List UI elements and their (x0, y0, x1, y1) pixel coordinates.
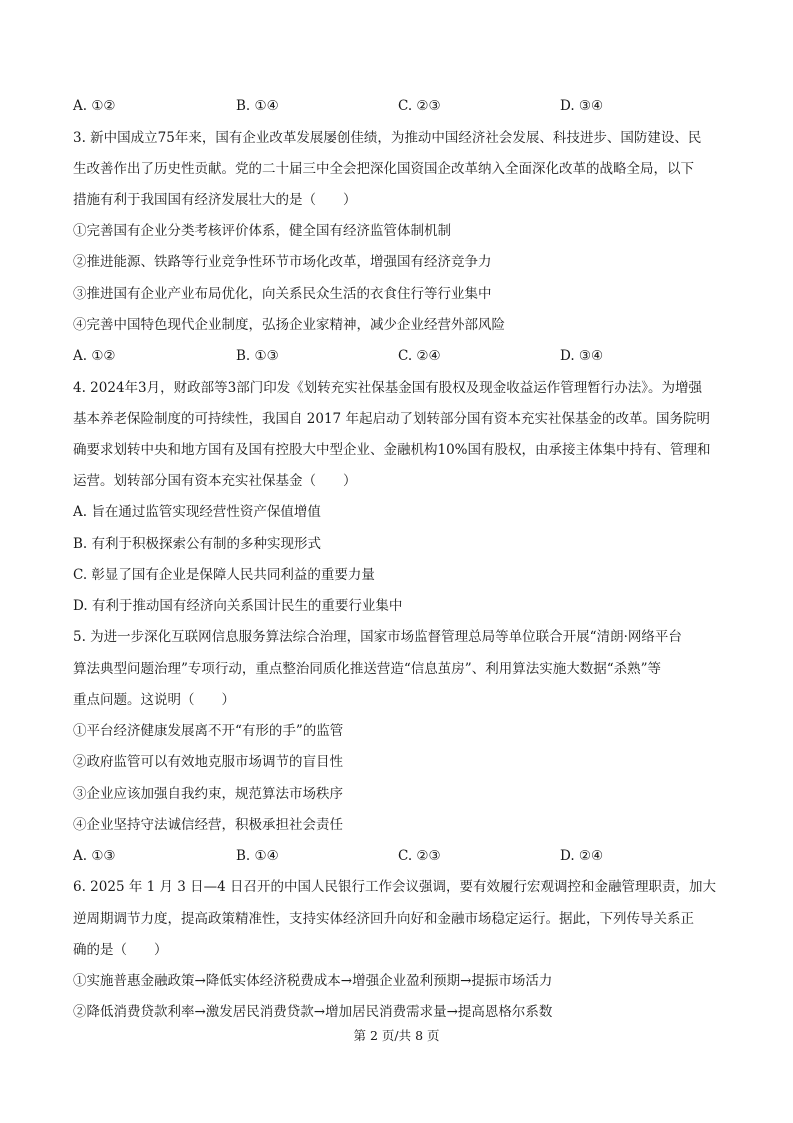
q4-stem-line: 运营。划转部分国有资本充实社保基金（ ） (73, 473, 357, 489)
q4-stem-line: 确要求划转中央和地方国有及国有控股大中型企业、金融机构10%国有股权，由承接主体集中持有、管理和 (73, 442, 711, 458)
option-c: C. ②③ (398, 98, 441, 114)
q5-item: ④企业坚持守法诚信经营，积极承担社会责任 (73, 817, 343, 833)
q2-options (73, 96, 713, 116)
option-d: D. ③④ (560, 348, 604, 364)
q5-stem-line: 算法典型问题治理”专项行动，重点整治同质化推送营造“信息茧房”、利用算法实施大数据“杀熟”等 (73, 661, 662, 677)
option-a: A. ①② (73, 98, 116, 114)
q4-stem-line: 4. 2024年3月，财政部等3部门印发《划转充实社保基金国有股权及现金收益运作管理暂行办法》。为增强 (73, 380, 702, 396)
option-a: A. ①③ (73, 848, 116, 864)
option-d: D. ③④ (560, 98, 604, 114)
q5-item: ③企业应该加强自我约束，规范算法市场秩序 (73, 786, 343, 802)
option-a: A. ①② (73, 348, 116, 364)
q5-item: ①平台经济健康发展离不开“有形的手”的监管 (73, 723, 344, 739)
q3-item: ①完善国有企业分类考核评价体系，健全国有经济监管体制机制 (73, 223, 451, 239)
q4-option-a: A. 旨在通过监管实现经营性资产保值增值 (73, 504, 321, 520)
q3-options (73, 346, 713, 366)
q4-option-c: C. 彰显了国有企业是保障人民共同利益的重要力量 (73, 567, 375, 583)
q4-stem-line: 基本养老保险制度的可持续性，我国自 2017 年起启动了划转部分国有资本充实社保基金的改革。国务院明 (73, 411, 710, 427)
q3-stem-line: 生改善作出了历史性贡献。党的二十届三中全会把深化国资国企改革纳入全面深化改革的战略全局，以下 (73, 161, 694, 177)
page-number-footer: 第 2 页/共 8 页 (353, 1028, 440, 1043)
option-b: B. ①④ (236, 848, 279, 864)
option-d: D. ②④ (560, 848, 604, 864)
q6-item: ②降低消费贷款利率→激发居民消费贷款→增加居民消费需求量→提高恩格尔系数 (73, 1004, 553, 1020)
q6-stem-line: 逆周期调节力度，提高政策精准性，支持实体经济回升向好和金融市场稳定运行。据此，下列传导关系正 (73, 911, 694, 927)
q5-stem-line: 5. 为进一步深化互联网信息服务算法综合治理，国家市场监督管理总局等单位联合开展“清朗·网络平台 (73, 629, 682, 645)
q6-stem-line: 确的是（ ） (73, 942, 168, 958)
q3-stem-line: 措施有利于我国国有经济发展壮大的是（ ） (73, 192, 357, 208)
option-b: B. ①④ (236, 98, 279, 114)
q5-stem-line: 重点问题。这说明（ ） (73, 692, 235, 708)
q4-option-b: B. 有利于积极探索公有制的多种实现形式 (73, 536, 322, 552)
q4-option-d: D. 有利于推动国有经济向关系国计民生的重要行业集中 (73, 598, 403, 614)
q5-options (73, 846, 713, 866)
option-c: C. ②③ (398, 848, 441, 864)
q6-stem-line: 6. 2025 年 1 月 3 日—4 日召开的中国人民银行工作会议强调，要有效履行宏观调控和金融管理职责，加大 (73, 879, 717, 895)
option-c: C. ②④ (398, 348, 441, 364)
q3-item: ④完善中国特色现代企业制度，弘扬企业家精神，减少企业经营外部风险 (73, 317, 505, 333)
q3-item: ③推进国有企业产业布局优化，向关系民众生活的衣食住行等行业集中 (73, 286, 492, 302)
q3-stem-line: 3. 新中国成立75年来，国有企业改革发展屡创佳绩，为推动中国经济社会发展、科技进步、国防建设、民 (73, 130, 702, 146)
q3-item: ②推进能源、铁路等行业竞争性环节市场化改革，增强国有经济竞争力 (73, 254, 492, 270)
q6-item: ①实施普惠金融政策→降低实体经济税费成本→增强企业盈利预期→提振市场活力 (73, 973, 553, 989)
option-b: B. ①③ (236, 348, 279, 364)
q5-item: ②政府监管可以有效地克服市场调节的盲目性 (73, 754, 343, 770)
